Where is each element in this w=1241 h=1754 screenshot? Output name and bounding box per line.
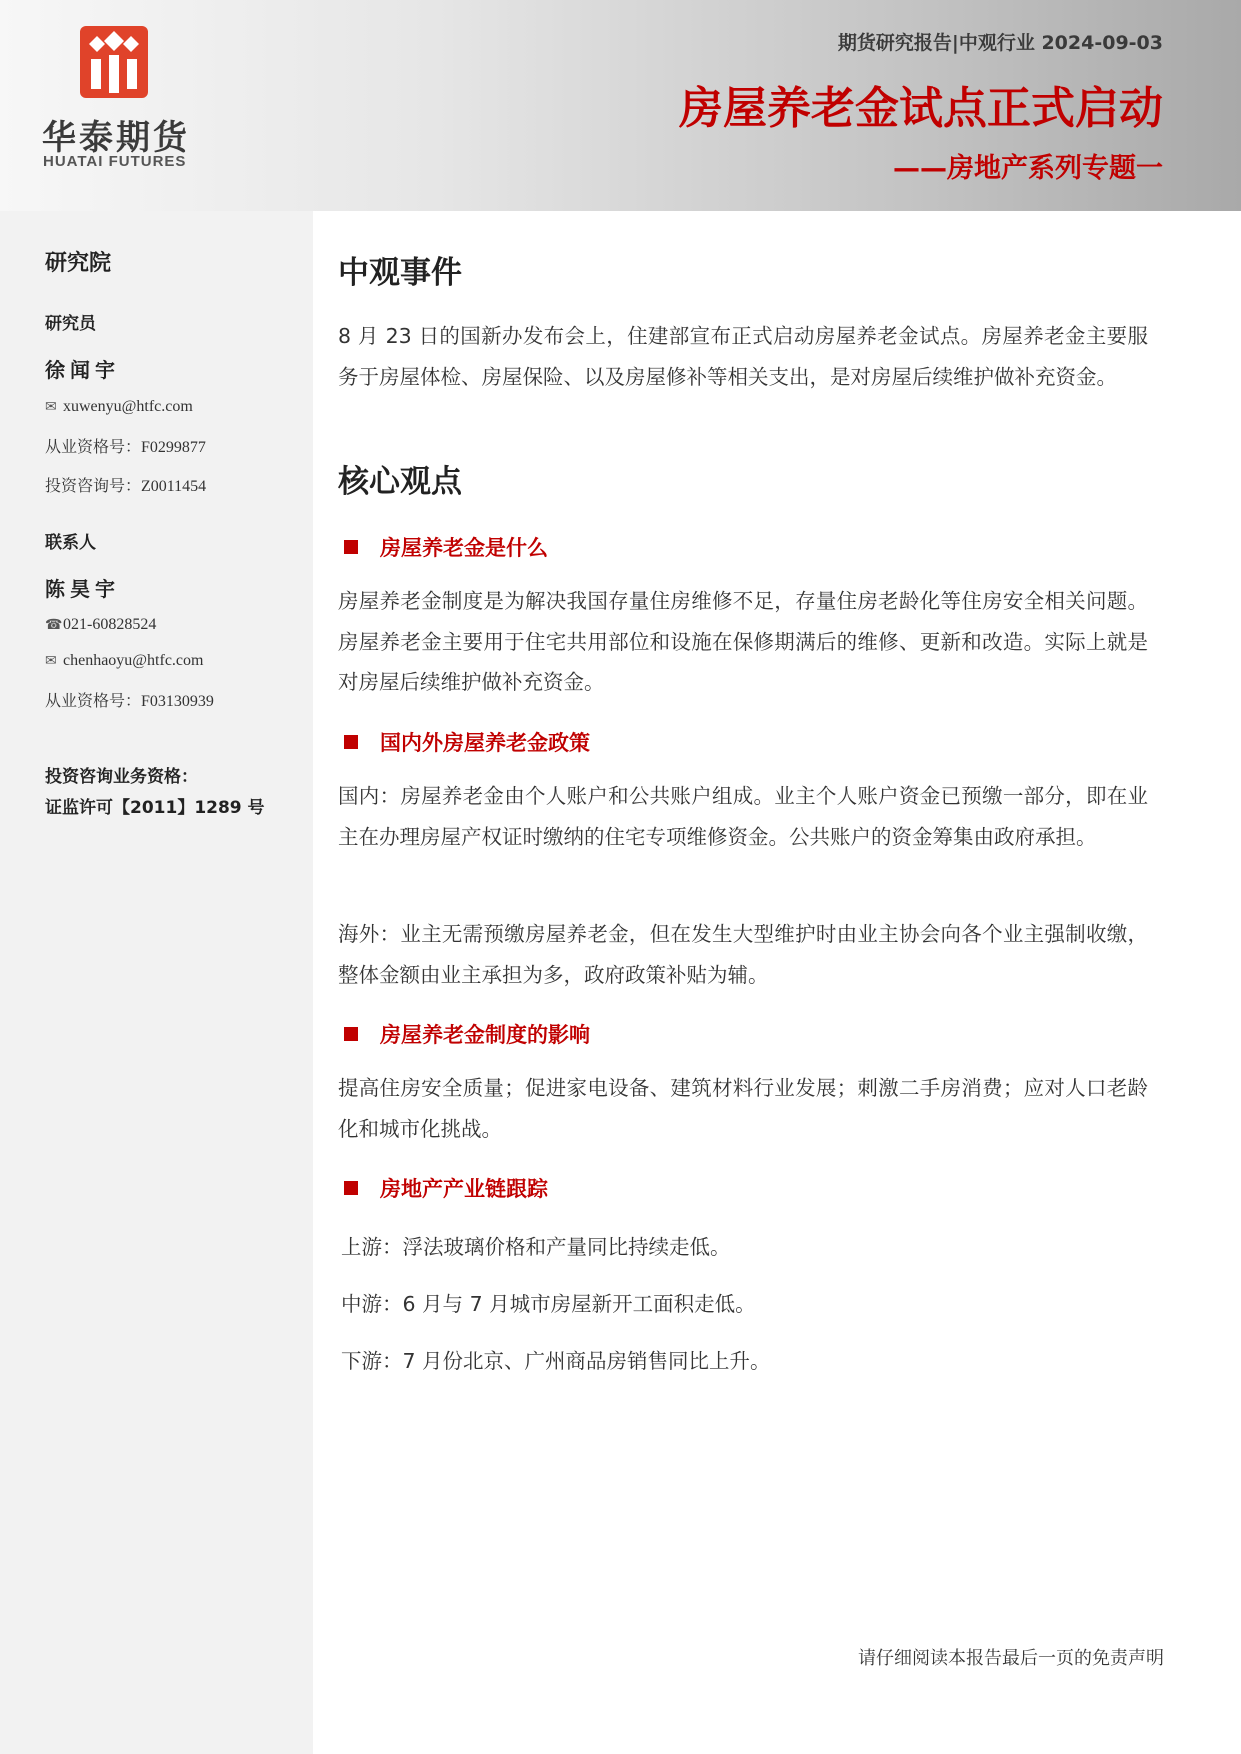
section-heading-policy: 国内外房屋养老金政策 bbox=[338, 727, 1148, 757]
chain-downstream: 下游：7 月份北京、广州商品房销售同比上升。 bbox=[341, 1349, 771, 1373]
report-type-date: 期货研究报告|中观行业 2024-09-03 bbox=[837, 32, 1163, 54]
square-bullet-icon bbox=[344, 1181, 358, 1195]
policy-domestic-paragraph: 国内：房屋养老金由个人账户和公共账户组成。业主个人账户资金已预缴一部分，即在业主在办理房屋产权证时缴纳的住宅专项维修资金。公共账户的资金筹集由政府承担。 bbox=[338, 784, 1148, 849]
contact-email[interactable]: chenhaoyu@htfc.com bbox=[63, 652, 204, 669]
researcher-email-row[interactable] bbox=[45, 398, 193, 416]
researcher-label: 研究员 bbox=[45, 314, 96, 334]
core-heading: 核心观点 bbox=[338, 464, 462, 500]
envelope-icon: ✉ bbox=[45, 400, 57, 415]
report-title: 房屋养老金试点正式启动 bbox=[679, 83, 1163, 134]
contact-name: 陈昊宇 bbox=[45, 577, 120, 601]
researcher-email[interactable]: xuwenyu@htfc.com bbox=[63, 398, 193, 415]
policy-overseas-paragraph: 海外：业主无需预缴房屋养老金，但在发生大型维护时由业主协会向各个业主强制收缴，整体金额由业主承担为多，政府政策补贴为辅。 bbox=[338, 922, 1148, 987]
section-heading-chain: 房地产产业链跟踪 bbox=[338, 1173, 1148, 1203]
event-heading: 中观事件 bbox=[338, 255, 462, 291]
contact-email-row[interactable] bbox=[45, 652, 203, 670]
contact-phone: 021-60828524 bbox=[63, 616, 157, 633]
logo-chinese-name: 华泰期货 bbox=[42, 118, 190, 158]
researcher-license: 从业资格号：F0299877 bbox=[45, 439, 206, 456]
phone-icon: ☎ bbox=[45, 618, 63, 633]
researcher-name: 徐闻宇 bbox=[45, 358, 120, 382]
contact-label: 联系人 bbox=[45, 533, 96, 553]
envelope-icon: ✉ bbox=[45, 654, 57, 669]
disclaimer-note: 请仔细阅读本报告最后一页的免责声明 bbox=[858, 1648, 1164, 1669]
impact-paragraph: 提高住房安全质量；促进家电设备、建筑材料行业发展；刺激二手房消费；应对人口老龄化和城市化挑战。 bbox=[338, 1076, 1148, 1141]
contact-phone-row bbox=[45, 616, 156, 634]
qualification-value: 证监许可【2011】1289 号 bbox=[45, 798, 265, 818]
section-heading-impact: 房屋养老金制度的影响 bbox=[338, 1019, 1148, 1049]
square-bullet-icon bbox=[344, 735, 358, 749]
logo-english-name: HUATAI FUTURES bbox=[43, 153, 187, 170]
author-sidebar bbox=[0, 211, 313, 1754]
chain-upstream: 上游：浮法玻璃价格和产量同比持续走低。 bbox=[341, 1235, 731, 1259]
chain-midstream: 中游：6 月与 7 月城市房屋新开工面积走低。 bbox=[341, 1292, 756, 1316]
qualification-label: 投资咨询业务资格： bbox=[45, 767, 198, 787]
report-subtitle: ——房地产系列专题一 bbox=[893, 153, 1163, 184]
huatai-logo-icon bbox=[80, 26, 148, 98]
researcher-consult-number: 投资咨询号：Z0011454 bbox=[45, 478, 207, 495]
contact-license: 从业资格号：F03130939 bbox=[45, 693, 214, 710]
event-paragraph: 8 月 23 日的国新办发布会上，住建部宣布正式启动房屋养老金试点。房屋养老金主要服务于房屋体检、房屋保险、以及房屋修补等相关支出，是对房屋后续维护做补充资金。 bbox=[338, 324, 1148, 389]
company-logo bbox=[42, 26, 202, 176]
section-paragraph-what: 房屋养老金制度是为解决我国存量住房维修不足，存量住房老龄化等住房安全相关问题。房屋养老金主要用于住宅共用部位和设施在保修期满后的维修、更新和改造。实际上就是对房屋后续维护做补充资金。 bbox=[338, 589, 1148, 694]
square-bullet-icon bbox=[344, 1027, 358, 1041]
report-header bbox=[0, 0, 1241, 211]
section-heading-what: 房屋养老金是什么 bbox=[338, 532, 1148, 562]
square-bullet-icon bbox=[344, 540, 358, 554]
institute-label: 研究院 bbox=[45, 251, 112, 276]
